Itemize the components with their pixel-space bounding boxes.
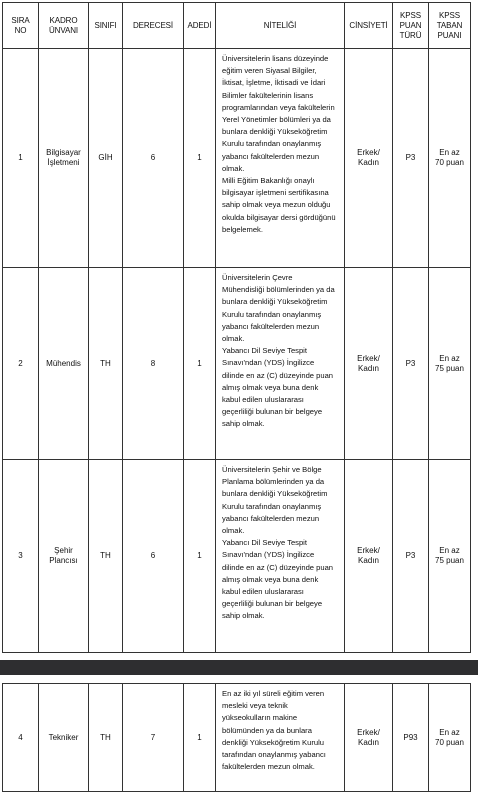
vacancy-table-continued [2, 683, 471, 792]
table-row [3, 268, 471, 460]
row-puan-turu: P3 [393, 460, 429, 653]
row-sinifi: TH [89, 268, 123, 460]
header-adedi: ADEDİ [184, 3, 216, 49]
row-no: 1 [3, 49, 39, 268]
row-derecesi: 6 [123, 49, 184, 268]
row-taban-puani: En az 75 puan [429, 268, 471, 460]
vacancy-table [2, 2, 471, 653]
row-cinsiyet: Erkek/ Kadın [345, 268, 393, 460]
row-derecesi: 7 [123, 684, 184, 792]
row-no: 4 [3, 684, 39, 792]
row-cinsiyet: Erkek/ Kadın [345, 460, 393, 653]
header-sira-no: SIRA NO [3, 3, 39, 49]
header-puan-turu: KPSS PUAN TÜRÜ [393, 3, 429, 49]
row-kadro: Bilgisayar İşletmeni [39, 49, 89, 268]
row-derecesi: 6 [123, 460, 184, 653]
header-sinifi: SINIFI [89, 3, 123, 49]
row-no: 2 [3, 268, 39, 460]
row-sinifi: TH [89, 460, 123, 653]
row-nitelik: Üniversitelerin Çevre Mühendisliği bölümlerinden ya da bunlara denkliği Yükseköğretim Kurulu tarafından onaylanmış yabancı fakültelerden mezun olmak. Yabancı Dil Seviye Tespit Sınavı'ndan (YDS) İngilizce dilinde en az (C) düzeyinde puan almış olmak veya buna denk kabul edilen uluslararası geçerliliği bulunan bir belgeye sahip olmak. [216, 268, 345, 460]
row-cinsiyet: Erkek/ Kadın [345, 49, 393, 268]
header-derecesi: DERECESİ [123, 3, 184, 49]
row-taban-puani: En az 75 puan [429, 460, 471, 653]
row-adedi: 1 [184, 49, 216, 268]
row-adedi: 1 [184, 460, 216, 653]
header-row [3, 3, 471, 49]
table-row [3, 684, 471, 792]
table-row [3, 49, 471, 268]
header-niteligi: NİTELİĞİ [216, 3, 345, 49]
row-derecesi: 8 [123, 268, 184, 460]
row-sinifi: GİH [89, 49, 123, 268]
row-adedi: 1 [184, 268, 216, 460]
header-taban-puani: KPSS TABAN PUANI [429, 3, 471, 49]
row-nitelik: Üniversitelerin lisans düzeyinde eğitim veren Siyasal Bilgiler, İktisat, İşletme, İktisadi ve İdari Bilimler fakültelerinin lisans programlarından veya fakültelerin Yerel Yönetimler bölümleri ya da bunlara denkliği Yükseköğretim Kurulu tarafından onaylanmış yabancı fakültelerden mezun olmak. Milli Eğitim Bakanlığı onaylı bilgisayar işletmeni sertifikasına sahip olmak veya mezun olduğu okulda bilgisayar dersi gördüğünü belgelemek. [216, 49, 345, 268]
row-kadro: Tekniker [39, 684, 89, 792]
table-row [3, 460, 471, 653]
row-puan-turu: P93 [393, 684, 429, 792]
row-nitelik: Üniversitelerin Şehir ve Bölge Planlama bölümlerinden ya da bunlara denkliği Yükseköğretim Kurulu tarafından onaylanmış yabancı fakültelerden mezun olmak. Yabancı Dil Seviye Tespit Sınavı'ndan (YDS) İngilizce dilinde en az (C) düzeyinde puan almış olmak veya buna denk kabul edilen uluslararası geçerliliği bulunan bir belgeye sahip olmak. [216, 460, 345, 653]
row-kadro: Şehir Plancısı [39, 460, 89, 653]
header-cinsiyeti: CİNSİYETİ [345, 3, 393, 49]
row-kadro: Mühendis [39, 268, 89, 460]
page-break-band [0, 660, 478, 675]
row-taban-puani: En az 70 puan [429, 49, 471, 268]
row-sinifi: TH [89, 684, 123, 792]
row-puan-turu: P3 [393, 49, 429, 268]
header-kadro-unvani: KADRO ÜNVANI [39, 3, 89, 49]
row-taban-puani: En az 70 puan [429, 684, 471, 792]
row-adedi: 1 [184, 684, 216, 792]
row-cinsiyet: Erkek/ Kadın [345, 684, 393, 792]
row-no: 3 [3, 460, 39, 653]
row-nitelik: En az iki yıl süreli eğitim veren mesleki veya teknik yükseokulların makine bölümünden ya da bunlara denkliği Yükseköğretim Kurulu tarafından onaylanmış yabancı fakültelerden mezun olmak. [216, 684, 345, 792]
row-puan-turu: P3 [393, 268, 429, 460]
